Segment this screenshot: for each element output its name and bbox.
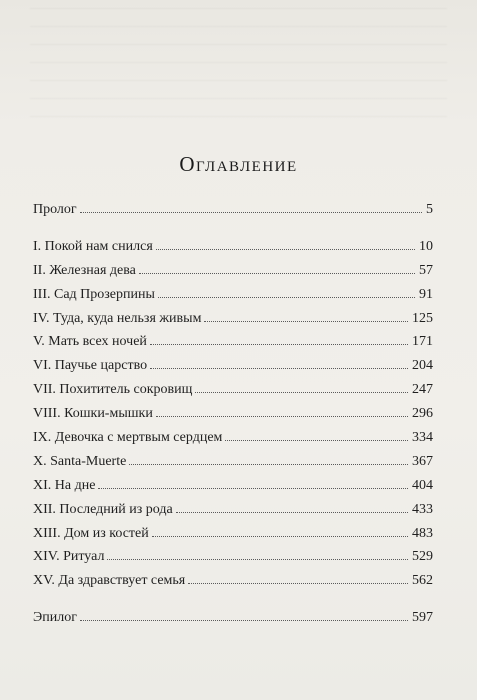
toc-entry-chapter-10	[33, 450, 433, 474]
toc-entry-label: II. Железная дева	[33, 262, 136, 278]
toc-entry-label: I. Покой нам снился	[33, 238, 153, 254]
toc-entry-page: 483	[412, 525, 433, 541]
dot-leader	[150, 344, 408, 345]
toc-entry-chapter-5	[33, 330, 433, 354]
toc-entry-page: 433	[412, 501, 433, 517]
toc-entry-prologue	[33, 198, 433, 222]
toc-entry-chapter-2	[33, 259, 433, 283]
toc-entry-page: 562	[412, 573, 433, 589]
toc-entry-label: X. Santa-Muerte	[33, 453, 127, 469]
toc-entry-page: 296	[412, 406, 433, 422]
toc-entry-chapter-6	[33, 354, 433, 378]
toc-entry-chapter-12	[33, 498, 433, 522]
dot-leader	[107, 559, 408, 560]
toc-entry-chapter-7	[33, 378, 433, 402]
toc-entry-chapter-1	[33, 235, 433, 259]
dot-leader	[195, 392, 408, 393]
dot-leader	[156, 249, 415, 250]
toc-entry-chapter-15	[33, 569, 433, 593]
toc-entry-chapter-9	[33, 426, 433, 450]
toc-entry-page: 10	[419, 238, 433, 254]
dot-leader	[225, 440, 408, 441]
toc-entry-label: XIV. Ритуал	[33, 549, 105, 565]
toc-entry-label: XV. Да здравствует семья	[33, 573, 186, 589]
toc-entry-chapter-11	[33, 474, 433, 498]
toc-entry-page: 204	[412, 358, 433, 374]
toc-entry-label: VII. Похититель сокровищ	[33, 382, 193, 398]
dot-leader	[129, 464, 408, 465]
toc-entry-chapter-3	[33, 283, 433, 307]
dot-leader	[139, 273, 415, 274]
dot-leader	[80, 620, 408, 621]
dot-leader	[204, 321, 408, 322]
toc-entry-page: 597	[412, 610, 433, 626]
dot-leader	[188, 583, 408, 584]
page-title: Оглавление	[179, 152, 298, 176]
toc-entry-page: 57	[419, 262, 433, 278]
toc-entry-page: 171	[412, 334, 433, 350]
toc-entry-label: XI. На дне	[33, 477, 96, 493]
table-of-contents	[33, 198, 433, 630]
show-through-text	[30, 8, 447, 118]
toc-entry-page: 334	[412, 430, 433, 446]
toc-entry-label: VI. Паучье царство	[33, 358, 148, 374]
dot-leader	[156, 416, 408, 417]
dot-leader	[98, 488, 408, 489]
toc-entry-chapter-13	[33, 522, 433, 546]
toc-entry-label: III. Сад Прозерпины	[33, 286, 155, 302]
toc-entry-chapter-4	[33, 307, 433, 331]
dot-leader	[158, 297, 415, 298]
toc-entry-chapter-14	[33, 545, 433, 569]
toc-entry-chapter-8	[33, 402, 433, 426]
toc-entry-page: 125	[412, 310, 433, 326]
toc-entry-label: VIII. Кошки-мышки	[33, 406, 153, 422]
toc-entry-label: IX. Девочка с мертвым сердцем	[33, 430, 223, 446]
dot-leader	[152, 536, 408, 537]
toc-entry-page: 5	[426, 202, 433, 217]
toc-entry-page: 91	[419, 286, 433, 302]
toc-entry-label: Пролог	[33, 202, 77, 217]
toc-entry-page: 247	[412, 382, 433, 398]
dot-leader	[176, 512, 408, 513]
toc-entry-label: IV. Туда, куда нельзя живым	[33, 310, 202, 326]
toc-entry-epilogue	[33, 606, 433, 630]
toc-entry-page: 529	[412, 549, 433, 565]
dot-leader	[150, 368, 408, 369]
toc-entry-label: XIII. Дом из костей	[33, 525, 149, 541]
toc-entry-page: 404	[412, 477, 433, 493]
toc-entry-page: 367	[412, 453, 433, 469]
toc-entry-label: XII. Последний из рода	[33, 501, 173, 517]
toc-entry-label: Эпилог	[33, 610, 77, 626]
dot-leader	[80, 212, 422, 213]
toc-entry-label: V. Мать всех ночей	[33, 334, 147, 350]
